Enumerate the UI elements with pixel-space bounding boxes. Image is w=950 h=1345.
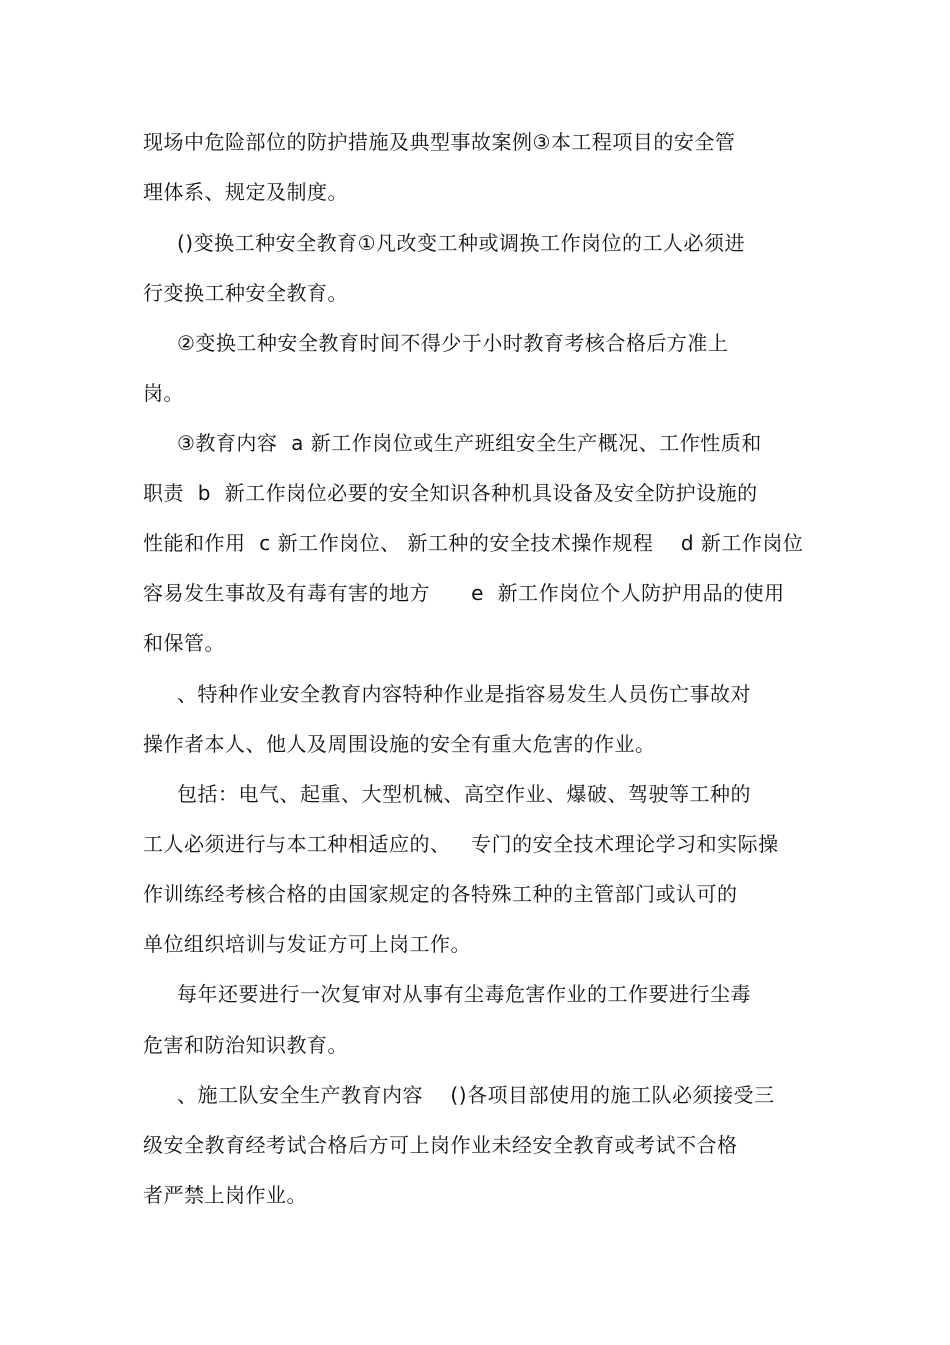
text-line: 工人必须进行与本工种相适应的、 专门的安全技术理论学习和实际操 [143, 832, 779, 856]
text-line: 单位组织培训与发证方可上岗工作。 [143, 932, 471, 956]
text-line: 现场中危险部位的防护措施及典型事故案例③本工程项目的安全管 [143, 130, 736, 154]
text-line: 性能和作用 c 新工作岗位、 新工种的安全技术操作规程 d 新工作岗位 [143, 531, 804, 555]
text-line: 和保管。 [143, 631, 225, 655]
text-line: 、施工队安全生产教育内容 ()各项目部使用的施工队必须接受三 [177, 1083, 775, 1107]
text-line: 操作者本人、他人及周围设施的安全有重大危害的作业。 [143, 732, 656, 756]
text-line: 理体系、规定及制度。 [143, 180, 348, 204]
text-line: 岗。 [143, 381, 184, 405]
text-line: ②变换工种安全教育时间不得少于小时教育考核合格后方准上 [177, 331, 729, 355]
text-line: 危害和防治知识教育。 [143, 1033, 348, 1057]
text-line: 者严禁上岗作业。 [143, 1183, 307, 1207]
text-line: 容易发生事故及有毒有害的地方 e 新工作岗位个人防护用品的使用 [143, 581, 785, 605]
text-line: 每年还要进行一次复审对从事有尘毒危害作业的工作要进行尘毒 [177, 982, 751, 1006]
text-line: 作训练经考核合格的由国家规定的各特殊工种的主管部门或认可的 [143, 882, 738, 906]
text-line: 包括：电气、起重、大型机械、高空作业、爆破、驾驶等工种的 [177, 782, 751, 806]
text-line: 、特种作业安全教育内容特种作业是指容易发生人员伤亡事故对 [177, 682, 751, 706]
text-line: ()变换工种安全教育①凡改变工种或调换工作岗位的工人必须进 [177, 231, 746, 255]
text-line: 职责 b 新工作岗位必要的安全知识各种机具设备及安全防护设施的 [143, 481, 758, 505]
text-line: 级安全教育经考试合格后方可上岗作业未经安全教育或考试不合格 [143, 1133, 738, 1157]
text-line: ③教育内容 a 新工作岗位或生产班组安全生产概况、工作性质和 [177, 431, 762, 455]
text-line: 行变换工种安全教育。 [143, 281, 348, 305]
